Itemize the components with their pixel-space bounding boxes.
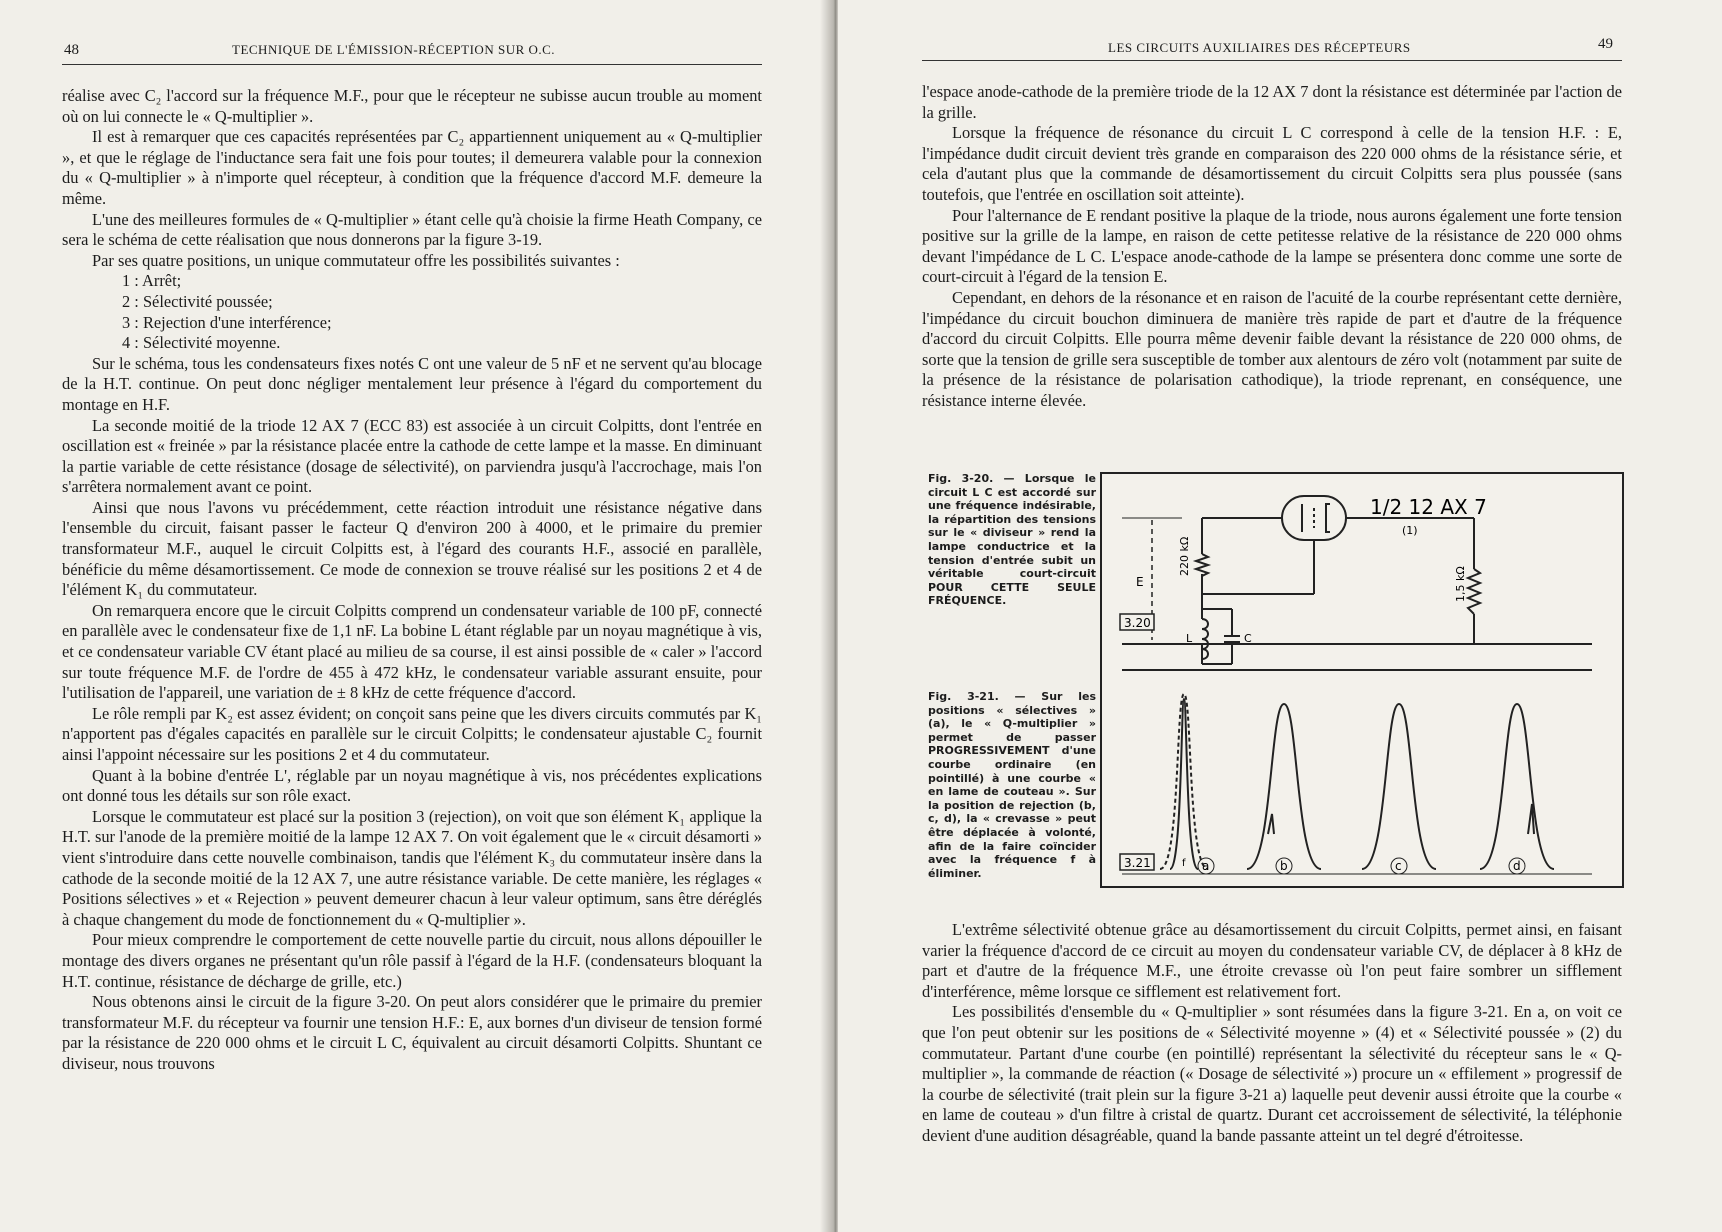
curve-label-b: b: [1280, 859, 1288, 873]
f-label: f: [1182, 858, 1186, 869]
paragraph: L'une des meilleures formules de « Q-multiplier » étant celle qu'à choisie la firme Heath Company, ce sera le schéma de cette réalisation que nous donnerons par la figure 3-19.: [62, 209, 762, 250]
c-label: C: [1244, 632, 1252, 645]
paragraph: Lorsque la fréquence de résonance du circuit L C correspond à celle de la tension H.F. : E, l'impédance dudit circuit devient très grande en comparaison des 220 000 ohms de la résistance série, et cela d'autant plus que la commande de désamortissement du circuit Colpitts sera plus poussée (sans toutefois, que l'entrée en oscillation soit atteinte).: [922, 123, 1622, 204]
running-head: LES CIRCUITS AUXILIAIRES DES RÉCEPTEURS: [1108, 40, 1411, 55]
list-item: 2 : Sélectivité poussée;: [122, 291, 273, 311]
caption-fig-3-21: [928, 690, 1096, 880]
list-item: 3 : Rejection d'une interférence;: [122, 312, 332, 332]
paragraph: Ainsi que nous l'avons vu précédemment, cette réaction introduit une résistance négative dans l'ensemble du circuit, faisant passer le facteur Q d'environ 200 à 4000, et le primaire du premier transformateur M.F., auquel le circuit Colpitts est, à l'égard des courants H.F., associé en parallèle, bénéficie du même désamortissement. Ce mode de connexion se trouve réalisé sur les positions 2 et 4 de l'élément K₁ du commutateur.: [62, 497, 762, 600]
paragraph: Sur le schéma, tous les condensateurs fixes notés C ont une valeur de 5 nF et ne servent qu'au blocage de la H.T. continue. On peut donc négliger mentalement leur présence à l'égard du comportement du montage en H.F.: [62, 353, 762, 414]
figure-3-20-3-21: [1100, 472, 1624, 888]
caption-text: Fig. 3-20. — Lorsque le circuit L C est accordé sur une fréquence indésirable, la répartition des tensions sur le « diviseur » rend la lampe conductrice et la tension d'entrée subit un véritable court-circuit POUR CETTE SEULE FRÉQUENCE.: [928, 472, 1096, 608]
left-page: [0, 0, 832, 1232]
paragraph: Les possibilités d'ensemble du « Q-multiplier » sont résumées dans la figure 3-21. En a, on voit ce que l'on peut obtenir sur les positions de « Sélectivité moyenne » (4) et « Sélectivité poussée » (2) du commutateur. Partant d'une courbe (en pointillé) représentant la sélectivité du récepteur sans le « Q-multiplier », la commande de réaction (« Dosage de sélectivité ») procure un « effilement » progressif de la courbe de sélectivité (trait plein sur la figure 3-21 a) laquelle peut devenir aussi étroite que la courbe « en lame de couteau » d'un filtre à cristal de quartz. Durant cet accroissement de sélectivité, la téléphonie devient d'une audition désagréable, quand la bande passante atteint un tel degré d'étroitesse.: [922, 1002, 1622, 1145]
left-body-text: [62, 86, 762, 1075]
curve-label-c: c: [1395, 859, 1402, 873]
list-item: 4 : Sélectivité moyenne.: [122, 333, 281, 353]
figure-drawing: [1102, 474, 1622, 886]
page-number: 48: [64, 42, 79, 58]
running-head: TECHNIQUE DE L'ÉMISSION-RÉCEPTION SUR O.C.: [232, 42, 556, 57]
paragraph: On remarquera encore que le circuit Colpitts comprend un condensateur variable de 100 pF, connecté en parallèle avec le condensateur fixe de 1,1 nF. La bobine L étant réglable par un noyau magnétique à vis, et ce condensateur variable CV étant placé au milieu de sa course, il est ainsi possible de « caler » l'accord sur toute fréquence M.F. de l'ordre de 455 à 472 kHz, le condensateur variable assurant ensuite, pour l'utilisation de l'appareil, une variation de ± 8 kHz de cette fréquence d'accord.: [62, 600, 762, 703]
paragraph: Le rôle rempli par K₂ est assez évident; on conçoit sans peine que les divers circuits commutés par K₁ n'apportent pas d'égales capacités en parallèle sur le circuit Colpitts; le condensateur ajustable C₂ fournit ainsi l'appoint nécessaire sur les positions 2 et 4 du commutateur.: [62, 703, 762, 764]
paragraph: Quant à la bobine d'entrée L', réglable par un noyau magnétique à vis, nos précédentes explications ont donné tous les détails sur son rôle exact.: [62, 765, 762, 806]
header-rule: [62, 64, 762, 65]
curve-label-a: a: [1202, 859, 1210, 873]
right-body-text-bottom: [922, 920, 1622, 1147]
page-number: 49: [1598, 36, 1613, 52]
l-label: L: [1186, 632, 1193, 645]
r2-label: 1,5 kΩ: [1454, 566, 1467, 602]
caption-fig-3-20: [928, 472, 1096, 608]
curve-label-d: d: [1513, 859, 1521, 873]
paragraph: Lorsque le commutateur est placé sur la position 3 (rejection), on voit que son élément K₁ applique la H.T. sur l'anode de la première moitié de la lampe 12 AX 7. On voit également que le « circuit désamorti » vient s'introduire dans cette nouvelle combinaison, tandis que l'élément K₃ du commutateur insère dans la cathode de la seconde moitié de la 12 AX 7, une autre résistance variable. De cette manière, les réglages « Positions sélectives » et « Rejection » peuvent demeurer chacun à leur valeur optimum, sans être déréglés à chaque changement du mode de fonctionnement du « Q-multiplier ».: [62, 806, 762, 929]
e-label: E: [1136, 575, 1144, 589]
paragraph: Pour l'alternance de E rendant positive la plaque de la triode, nous aurons également une forte tension positive sur la grille de la lampe, en raison de cette petitesse relative de la résistance de 220 000 ohms devant l'impédance de L C. L'espace anode-cathode de la lampe se présentera donc comme une sorte de court-circuit à l'égard de la tension E.: [922, 205, 1622, 287]
tube-label: 1/2 12 AX 7: [1370, 495, 1487, 519]
options-list: [62, 271, 762, 353]
tube-envelope: [1282, 496, 1346, 540]
r1-label: 220 kΩ: [1178, 536, 1191, 576]
caption-text: Fig. 3-21. — Sur les positions « sélectives » (a), le « Q-multiplier » permet de passer PROGRESSIVEMENT d'une courbe ordinaire (en pointillé) à une courbe « en lame de couteau ». Sur la position de rejection (b, c, d), la « crevasse » peut être déplacée à volonté, afin de la faire coïncider avec la fréquence f à éliminer.: [928, 690, 1096, 880]
fig-tag-3-21: 3.21: [1124, 856, 1151, 870]
paragraph: Il est à remarquer que ces capacités représentées par C₂ appartiennent uniquement au « Q-multiplier », et que le réglage de l'inductance sera fait une fois pour toutes; il demeurera valable pour la connexion du « Q-multiplier » à n'importe quel récepteur, à condition que la fréquence d'accord M.F. demeure la même.: [62, 127, 762, 208]
paragraph: Par ses quatre positions, un unique commutateur offre les possibilités suivantes :: [92, 250, 620, 270]
list-item: 1 : Arrêt;: [122, 271, 182, 291]
fig-tag-3-20: 3.20: [1124, 616, 1151, 630]
paragraph: l'espace anode-cathode de la première triode de la 12 AX 7 dont la résistance est déterminée par l'action de la grille.: [922, 82, 1622, 122]
tube-sub-label: (1): [1402, 524, 1418, 537]
paragraph: réalise avec C₂ l'accord sur la fréquence M.F., pour que le récepteur ne subisse aucun trouble au moment où on lui connecte le « Q-multiplier ».: [62, 86, 762, 126]
paragraph: L'extrême sélectivité obtenue grâce au désamortissement du circuit Colpitts, permet ainsi, en faisant varier la fréquence d'accord de ce circuit au moyen du condensateur variable CV, de déplacer à 8 kHz de part et d'autre de la fréquence M.F., une étroite crevasse où l'on peut faire sombrer un sifflement d'interférence, même lorsque ce sifflement est relativement fort.: [922, 920, 1622, 1001]
paragraph: La seconde moitié de la triode 12 AX 7 (ECC 83) est associée à un circuit Colpitts, dont l'entrée en oscillation est « freinée » par la résistance placée entre la cathode de cette lampe et la masse. En diminuant la partie variable de cette résistance (dosage de sélectivité), on parviendra jusqu'à l'accrochage, mais l'on s'arrêtera normalement avant ce point.: [62, 415, 762, 497]
header-rule: [922, 60, 1622, 61]
paragraph: Cependant, en dehors de la résonance et en raison de l'acuité de la courbe représentant cette dernière, l'impédance du circuit bouchon diminuera de manière très rapide de part et d'autre de la fréquence d'accord du circuit Colpitts. Elle pourra même devenir faible devant la résistance de 220 000 ohms, de sorte que la tension de grille sera susceptible de tomber aux alentours de zéro volt (notamment par suite de la présence de la résistance de polarisation cathodique), la triode reprenant, en conséquence, une résistance interne élevée.: [922, 287, 1622, 410]
paragraph: Pour mieux comprendre le comportement de cette nouvelle partie du circuit, nous allons dépouiller le montage des divers organes ne présentant qu'un rôle passif à l'égard de la H.F. (condensateurs bloquant la H.T. continue, résistance de décharge de grille, etc.): [62, 930, 762, 991]
paragraph: Nous obtenons ainsi le circuit de la figure 3-20. On peut alors considérer que le primaire du premier transformateur M.F. du récepteur va fournir une tension H.F.: E, aux bornes d'un diviseur de tension formé par la résistance de 220 000 ohms et le circuit L C, équivalent au circuit désamorti Colpitts. Shuntant ce diviseur, nous trouvons: [62, 992, 762, 1073]
right-body-text-top: [922, 82, 1622, 412]
